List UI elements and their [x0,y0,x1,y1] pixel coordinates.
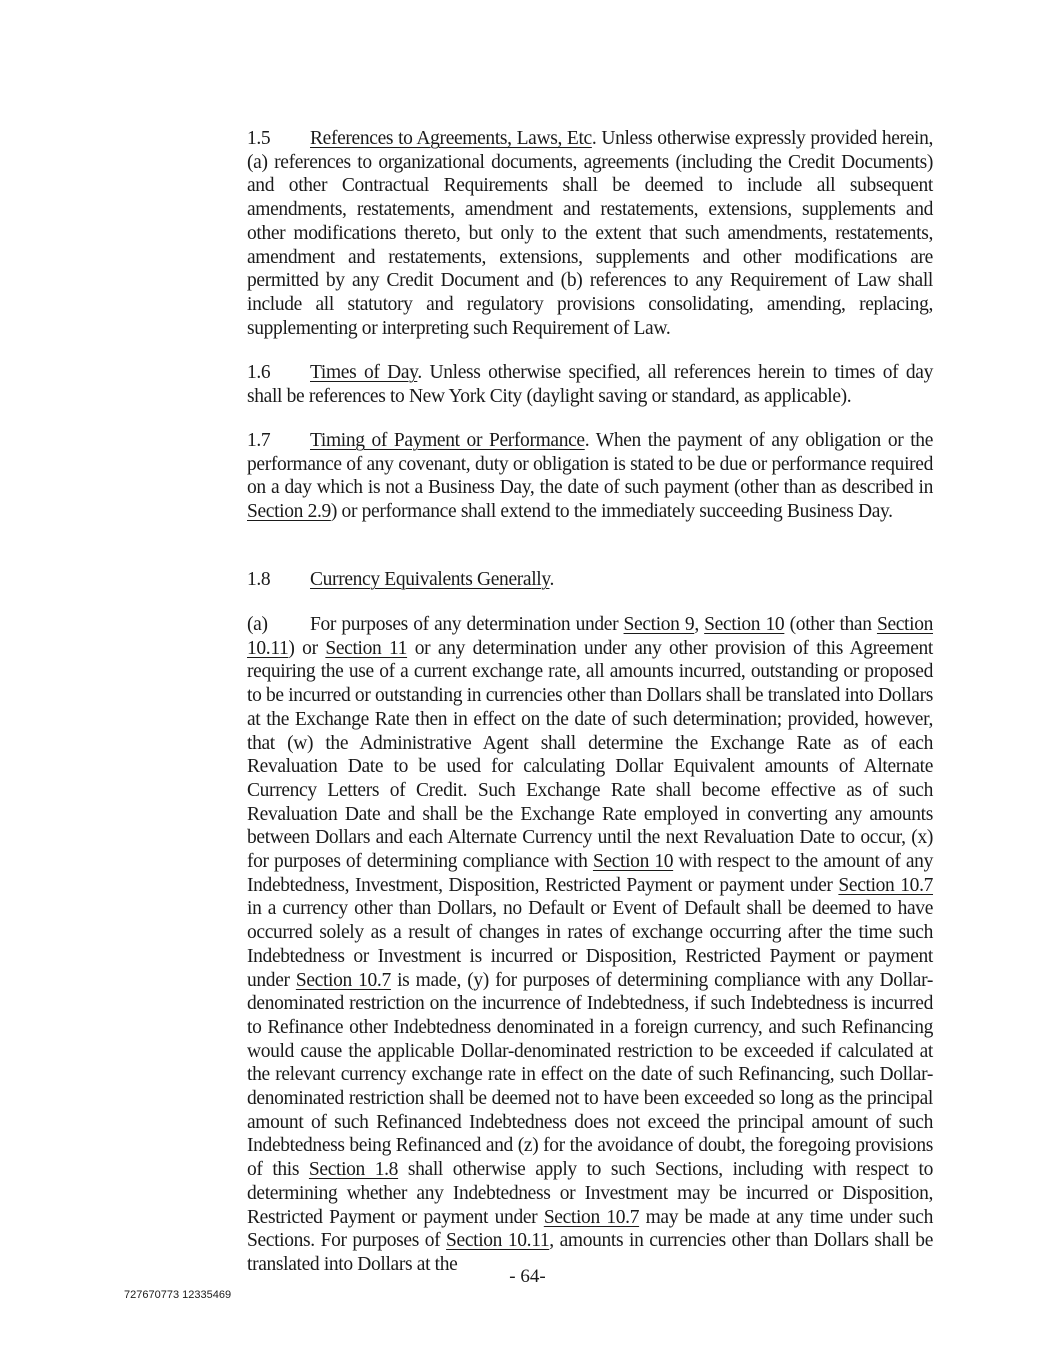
subsection-a-paragraph [124,613,933,1277]
subsection-text: in a currency other than Dollars, no Default or Event of Default shall be deemed to have occurred solely as a result of changes in rates of exchange occurring after the time such Indebtedness or Investment is incurred or Disposition, Restricted Payment or payment under [247,898,933,991]
section-reference: Section 10.11 [446,1230,550,1252]
section-1-8-heading-line [124,568,933,592]
section-heading: References to Agreements, Laws, Etc [310,128,592,149]
section-reference: Section 9 [623,614,695,635]
section-body: . Unless otherwise expressly provided herein, (a) references to organizational documents, agreements (including the Credit Documents) and other Contractual Requirements shall be deemed to include all subsequent amendments, restatements, amendment and restatements, extensions, supplements and other modifications thereto, but only to the extent that such amendments, restatements, amendment and restatements, extensions, supplements and other modifications are permitted by any Credit Document and (b) references to any Requirement of Law shall include all statutory and regulatory provisions consolidating, amending, replacing, supplementing or interpreting such Requirement of Law. [247,128,933,339]
section-body: ) or performance shall extend to the immediately succeeding Business Day. [330,501,893,523]
section-reference: Section 2.9 [247,501,331,523]
subsection-label: (a) [247,614,268,635]
section-number: 1.7 [247,430,271,451]
section-1-7 [124,429,933,524]
section-1-5-paragraph [124,127,933,340]
section-reference: Section 10.7 [838,874,933,896]
subsection-text: For purposes of any determination under [310,614,624,635]
subsection-text: or any determination under any other provision of this Agreement requiring the use of a current exchange rate, all amounts incurred, outstanding or proposed to be incurred or outstanding in currencies other than Dollars shall be translated into Dollars at the Exchange Rate then in effect on the date of such determination; provided, however, that (w) the Administrative Agent shall determine the Exchange Rate as of each Revaluation Date to be used for calculating Dollar Equivalent amounts of Alternate Currency Letters of Credit. Such Exchange Rate shall become effective as of such Revaluation Date and shall be the Exchange Rate employed in converting any amounts between Dollars and each Alternate Currency until the next Revaluation Date to occur, (x) for purposes of determining compliance with [247,637,933,873]
section-reference: Section 1.8 [308,1159,399,1181]
section-heading: Times of Day [310,362,418,383]
section-1-8 [124,568,933,592]
subsection-text: is made, (y) for purposes of determining compliance with any Dollar-denominated restriction on the incurrence of Indebtedness, if such Indebtedness is incurred to Refinance other Indebtedness denominated in a foreign currency, and such Refinancing would cause the applicable Dollar-denominated restriction to be exceeded if calculated at the relevant currency exchange rate in effect on the date of such Refinancing, such Dollar-denominated restriction shall be deemed not to have been exceeded so long as the principal amount of such Refinanced Indebtedness does not exceed the principal amount of such Indebtedness being Refinanced and (z) for the avoidance of doubt, the foregoing provisions of this [247,969,933,1181]
document-id: 727670773 12335469 [124,1289,232,1301]
section-1-8-a [124,613,933,1277]
section-number: 1.6 [247,362,271,383]
subsection-text: shall otherwise apply to such Sections, including with respect to determining whether any Indebtedness or Investment may be incurred or Disposition, Restricted Payment or payment under [247,1159,934,1228]
subsection-text: (other than [784,614,877,635]
subsection-text: may be made at any time under such Sections. For purposes of [247,1206,933,1252]
section-reference: Section 10 [704,614,785,635]
section-heading: Currency Equivalents Generally [310,569,550,590]
section-reference: Section 10 [592,851,674,873]
page-number: - 64- [509,1266,546,1287]
section-1-6-paragraph [124,361,933,408]
section-reference: Section 10.7 [543,1206,640,1228]
section-heading-tail: . [549,569,555,590]
subsection-text: , [694,614,705,635]
subsection-text: with respect to the amount of any Indebtedness, Investment, Disposition, Restricted Payment or payment under [247,851,933,896]
subsection-text: ) or [288,637,326,659]
section-number: 1.5 [247,128,271,149]
section-1-6 [124,361,933,408]
section-body: . When the payment of any obligation or the performance of any covenant, duty or obligation is stated to be due or performance required on a day which is not a Business Day, the date of such payment (other than as described in [247,430,933,499]
section-1-5 [124,127,933,340]
section-heading: Timing of Payment or Performance [310,430,585,451]
section-reference: Section 11 [325,637,408,659]
section-1-7-paragraph [124,429,933,524]
section-reference: Section 10.11 [247,614,933,659]
subsection-text: , amounts in currencies other than Dollars shall be translated into Dollars at the [247,1230,934,1275]
section-body: . Unless otherwise specified, all references herein to times of day shall be references to New York City (daylight saving or standard, as applicable). [247,362,933,407]
section-reference: Section 10.7 [295,969,391,991]
section-number: 1.8 [247,569,271,590]
